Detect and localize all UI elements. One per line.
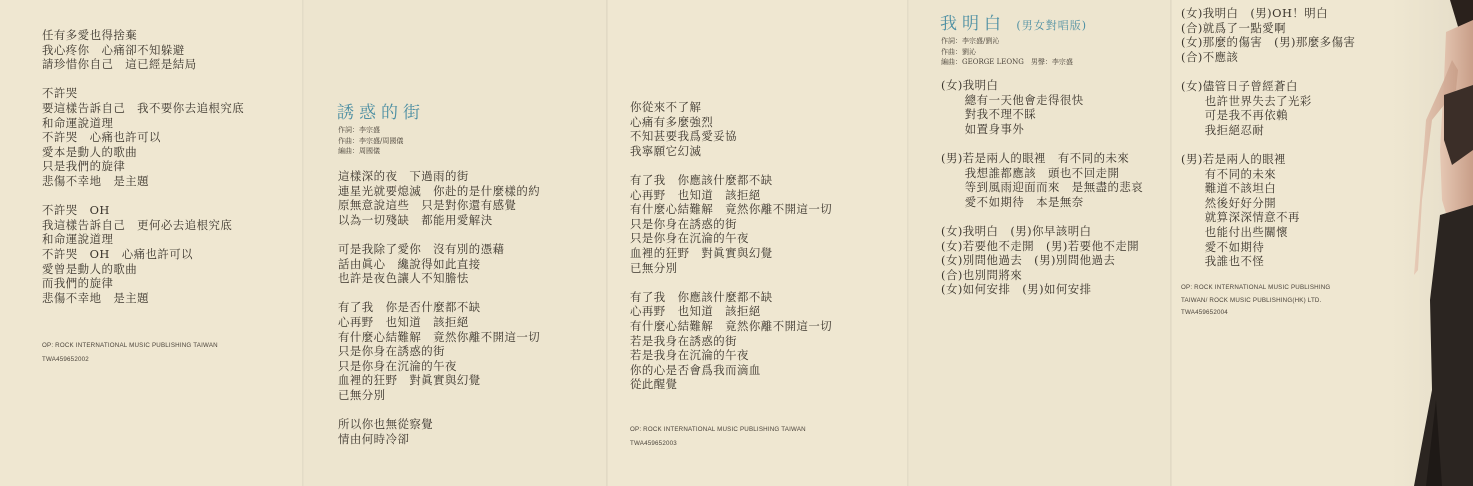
- lyric-line: 我寧願它幻滅: [630, 143, 702, 158]
- lyric-line: 也許世界失去了光彩: [1181, 93, 1312, 108]
- lyric-line: 而我們的旋律: [42, 276, 114, 291]
- lyric-line: 只是你身在沉淪的午夜: [630, 231, 749, 246]
- lyric-line: 可是我不再依賴: [1181, 108, 1289, 123]
- lyric-line: 愛不如期待 本是無奈: [941, 194, 1084, 209]
- credits-block-4: [941, 36, 1073, 68]
- panel-4: [910, 0, 1172, 486]
- lyric-line: 對我不理不睬: [941, 107, 1037, 122]
- lyric-line: 和命運說道理: [42, 115, 114, 130]
- lyric-line: (合)也別問將來: [941, 267, 1023, 282]
- lyric-line: 我心疼你 心痛卻不知躲避: [42, 42, 185, 57]
- lyric-line: 這樣深的夜 下過雨的街: [338, 169, 469, 183]
- lyric-line: 不許哭 OH 心痛也許可以: [42, 246, 194, 261]
- lyric-line: 心再野 也知道 該拒絕: [630, 187, 761, 202]
- lyric-line: 心痛有多麼強烈: [630, 114, 714, 129]
- lyric-line: 任有多愛也得捨棄: [42, 28, 138, 42]
- stanza-gap: [941, 136, 1143, 151]
- lyric-line: 原無意說這些 只是對你還有感覺: [338, 198, 517, 213]
- lyric-line: 所以你也無從察覺: [338, 417, 434, 432]
- song-subtitle-duet: (男女對唱版): [1016, 19, 1087, 32]
- lyric-line: 你從來不了解: [630, 100, 702, 114]
- lyrics-block-2: [338, 169, 540, 446]
- lyric-line: (女)我明白 (男)你早該明白: [941, 223, 1092, 238]
- lyric-line: 就算深深情意不再: [1181, 210, 1300, 225]
- lyric-line: 只是你身在沉淪的午夜: [338, 358, 457, 373]
- lyric-line: 你的心是否會爲我而滴血: [630, 362, 761, 377]
- lyric-line: 有什麼心結難解 竟然你離不開這一切: [338, 329, 541, 344]
- lyric-line: 悲傷不幸地 是主題: [42, 290, 150, 305]
- lyric-line: 從此醒覺: [630, 377, 678, 392]
- lyric-line: 情由何時冷卻: [338, 431, 410, 446]
- lyric-line: 血裡的狂野 對眞實與幻覺: [338, 373, 481, 388]
- lyric-line: 不知甚要我爲愛妥協: [630, 129, 738, 144]
- lyric-line: (女)若要他不走開 (男)若要他不走開: [941, 238, 1140, 253]
- lyric-line: (女)儘管日子曾經蒼白: [1181, 78, 1298, 93]
- credit-line: 作曲：李宗盛/周國儀: [338, 136, 404, 145]
- lyric-line: (合)就爲了一點愛啊: [1181, 20, 1287, 35]
- lyric-line: 可是我除了愛你 沒有別的憑藉: [338, 241, 505, 256]
- credit-line: 編曲：周國儀: [338, 147, 380, 155]
- lyric-line: 若是我身在誘惑的街: [630, 333, 738, 348]
- credit-line: 作詞：李宗盛: [338, 126, 380, 134]
- lyric-line: 心再野 也知道 該拒絕: [630, 304, 761, 319]
- lyrics-block-4: [941, 78, 1143, 297]
- lyric-line: 我拒絕忍耐: [1181, 122, 1265, 137]
- lyric-line: 已無分別: [338, 387, 386, 402]
- lyric-line: 話由眞心 纔說得如此直接: [338, 256, 481, 271]
- lyric-line: 我想誰都應該 頭也不回走開: [941, 165, 1120, 180]
- catalog-number-5: TWA459652004: [1181, 309, 1228, 316]
- lyric-line: 悲傷不幸地 是主題: [42, 173, 150, 188]
- lyric-line: 等到風雨迎面而來 是無盡的悲哀: [941, 180, 1144, 195]
- stanza-gap: [338, 286, 540, 301]
- catalog-number-1: TWA459652002: [42, 356, 89, 363]
- lyric-line: 愛本是動人的歌曲: [42, 144, 138, 159]
- lyric-line: 如置身事外: [941, 121, 1025, 136]
- lyric-line: 有了我 你應該什麼都不缺: [630, 289, 773, 304]
- lyric-line: (男)若是兩人的眼裡: [1181, 151, 1287, 166]
- lyric-line: 只是你身在誘惑的街: [338, 344, 446, 359]
- song-title-temptation-street: 誘惑的街: [337, 103, 425, 123]
- lyric-line: 有了我 你應該什麼都不缺: [630, 172, 773, 187]
- lyric-line: 心再野 也知道 該拒絕: [338, 314, 469, 329]
- stanza-gap: [42, 72, 244, 87]
- publisher-credit-3: OP: ROCK INTERNATIONAL MUSIC PUBLISHING TAIWAN: [630, 426, 806, 433]
- lyric-line: 只是我們的旋律: [42, 159, 126, 174]
- lyric-line: 愛曾是動人的歌曲: [42, 261, 138, 276]
- lyric-line: 總有一天他會走得很快: [941, 92, 1084, 107]
- lyric-line: 有了我 你是否什麼都不缺: [338, 300, 481, 315]
- lyric-line: 連星光就要熄滅 你赴的是什麼樣的約: [338, 183, 541, 198]
- lyric-line: 我誰也不怪: [1181, 254, 1265, 269]
- lyric-line: 以為一切殘缺 都能用愛解決: [338, 212, 493, 227]
- singer-photo: [1392, 0, 1473, 486]
- lyric-line: 有什麼心結難解 竟然你離不開這一切: [630, 318, 833, 333]
- credits-block-2: [338, 125, 403, 157]
- lyrics-block-3: [630, 100, 832, 392]
- lyric-line: 愛不如期待: [1181, 239, 1265, 254]
- panel-3: [608, 0, 910, 486]
- stanza-gap: [42, 189, 244, 204]
- stanza-gap: [1181, 64, 1355, 79]
- lyric-line: 也許是夜色讓人不知膽怯: [338, 271, 469, 286]
- publisher-credit-5: OP: ROCK INTERNATIONAL MUSIC PUBLISHING TAIWAN/ ROCK MUSIC PUBLISHING(HK) LTD.: [1181, 284, 1331, 304]
- lyric-line: 不許哭 OH: [42, 203, 110, 218]
- lyric-line: 已無分別: [630, 260, 678, 275]
- stanza-gap: [338, 403, 540, 418]
- lyric-line: (女)我明白 (男)OH！明白: [1181, 6, 1329, 20]
- lyric-line: 請珍惜你自己 這已經是結局: [42, 57, 197, 72]
- stanza-gap: [1181, 137, 1355, 152]
- lyric-line: (女)如何安排 (男)如何安排: [941, 282, 1092, 297]
- lyrics-block-5: [1181, 6, 1355, 269]
- stanza-gap: [630, 158, 832, 173]
- lyric-line: (合)不應該: [1181, 49, 1239, 64]
- lyric-line: 不許哭: [42, 86, 78, 101]
- lyric-line: 若是我身在沉淪的午夜: [630, 348, 749, 363]
- lyric-line: 我這樣告訴自己 更何必去追根究底: [42, 217, 233, 232]
- lyric-line: (女)那麼的傷害 (男)那麼多傷害: [1181, 35, 1356, 50]
- song-title-text: 我明白: [940, 14, 1006, 34]
- credit-line: 編曲：GEORGE LEONG 男聲：李宗盛: [941, 58, 1073, 66]
- lyric-line: (男)若是兩人的眼裡 有不同的未來: [941, 150, 1130, 165]
- lyric-line: (女)別問他過去 (男)別問他過去: [941, 253, 1116, 268]
- stanza-gap: [630, 275, 832, 290]
- catalog-number-3: TWA459652003: [630, 440, 677, 447]
- lyric-line: 也能付出些關懷: [1181, 224, 1289, 239]
- lyric-line: 有什麼心結難解 竟然你離不開這一切: [630, 202, 833, 217]
- credit-line: 作詞：李宗盛/劉沁: [941, 37, 1000, 45]
- publisher-credit-1: OP: ROCK INTERNATIONAL MUSIC PUBLISHING TAIWAN: [42, 342, 218, 349]
- stanza-gap: [338, 227, 540, 242]
- lyric-line: 難道不該坦白: [1181, 181, 1277, 196]
- lyric-line: 只是你身在誘惑的街: [630, 216, 738, 231]
- lyric-line: 血裡的狂野 對眞實與幻覺: [630, 245, 773, 260]
- lyric-line: 和命運說道理: [42, 232, 114, 247]
- lyric-line: 然後好好分開: [1181, 195, 1277, 210]
- lyric-line: 有不同的未來: [1181, 166, 1277, 181]
- panel-1: [0, 0, 305, 486]
- lyrics-block-1: [42, 28, 244, 305]
- stanza-gap: [941, 209, 1143, 224]
- credit-line: 作曲：劉沁: [941, 47, 976, 56]
- lyric-line: 不許哭 心痛也許可以: [42, 130, 161, 145]
- song-title-i-understand: [940, 9, 1087, 34]
- lyric-line: (女)我明白: [941, 78, 999, 92]
- panel-2: [305, 0, 608, 486]
- lyric-line: 要這樣告訴自己 我不要你去追根究底: [42, 100, 245, 115]
